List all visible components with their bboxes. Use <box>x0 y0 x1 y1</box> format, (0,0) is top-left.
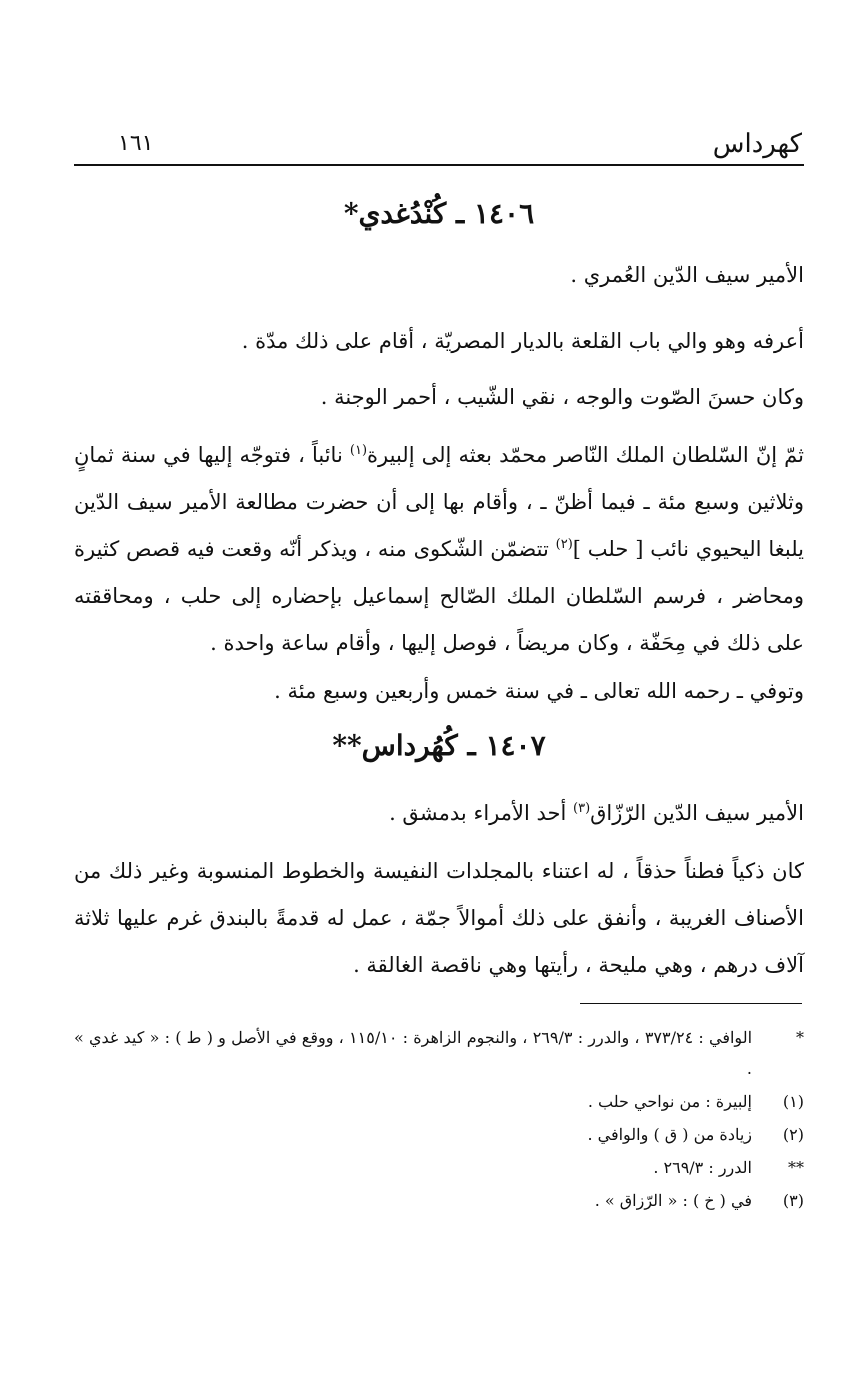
footnote-mark: (٢) <box>782 1125 804 1144</box>
entry-1407-intro <box>74 790 804 837</box>
entry-1407-intro-part-2: أحد الأمراء بدمشق . <box>389 801 573 825</box>
footnote-item <box>74 1086 804 1117</box>
footnote-mark: * <box>796 1028 804 1047</box>
footnote-item <box>74 1022 804 1084</box>
entry-heading-1406: ١٤٠٦ ـ كُنْدُغدي* <box>343 197 535 230</box>
entry-1406-paragraph-3: وكان حسنَ الصّوت والوجه ، نقي الشّيب ، أحمر الوجنة . <box>320 385 804 409</box>
footnote-text: زيادة من ( ق ) والوافي . <box>587 1125 752 1144</box>
page-number: ١٦١ <box>118 131 154 156</box>
footnote-mark: ** <box>788 1158 804 1177</box>
footnote-mark: (٣) <box>782 1191 804 1210</box>
entry-heading-1407: ١٤٠٧ ـ كُهُرداس** <box>332 729 546 762</box>
entry-1406-paragraph-2: أعرفه وهو والي باب القلعة بالديار المصريّة ، أقام على ذلك مدّة . <box>241 329 804 353</box>
entry-1407-paragraph: كان ذكياً فطناً حذقاً ، له اعتناء بالمجلدات النفيسة والخطوط المنسوبة وغير ذلك من الأصناف الغريبة ، وأنفق على ذلك أموالاً جمّة ، عمل له قدمةً بالبندق غرم عليها ثلاثة آلاف درهم ، وهي مليحة ، رأيتها وهي ناقصة الغالقة . <box>74 859 804 977</box>
running-title: كهرداس <box>712 129 802 159</box>
entry-1406-p4-part-1: ثمّ إنّ السّلطان الملك النّاصر محمّد بعثه إلى إلبيرة <box>367 443 804 467</box>
footnote-ref-1: (١) <box>349 443 368 458</box>
entry-1406-closing: وتوفي ـ رحمه الله تعالى ـ في سنة خمس وأربعين وسبع مئة . <box>274 679 804 703</box>
entry-1406-p4-part-3: تتضمّن الشّكوى منه ، ويذكر أنّه وقعت فيه قصص كثيرة ومحاضر ، فرسم السّلطان الملك الصّالح إسماعيل بإحضاره إلى حلب ، ومحاققته على ذلك في مِحَفّة ، وكان مريضاً ، فوصل إليها ، وأقام ساعة واحدة . <box>74 537 804 655</box>
footnote-mark: (١) <box>782 1092 804 1111</box>
footnote-rule <box>580 1003 802 1004</box>
entry-1406-paragraph-1: الأمير سيف الدّين العُمري . <box>570 263 804 287</box>
footnote-ref-3: (٣) <box>573 801 591 816</box>
footnote-text: في ( خ ) : « الرّزاق » . <box>594 1191 752 1210</box>
footnote-item <box>74 1152 804 1183</box>
footnote-text: الدرر : ٢٦٩/٣ . <box>653 1158 752 1177</box>
footnote-text: إلبيرة : من نواحي حلب . <box>587 1092 752 1111</box>
footnote-item <box>74 1185 804 1216</box>
running-header <box>74 126 802 162</box>
footnote-ref-2: (٢) <box>555 537 573 552</box>
footnotes <box>74 1022 804 1218</box>
header-rule <box>74 164 804 166</box>
entry-1407-intro-part-1: الأمير سيف الدّين الرّزّاق <box>590 801 804 825</box>
entry-1406-paragraph-4 <box>74 432 804 667</box>
footnote-text: الوافي : ٣٧٣/٢٤ ، والدرر : ٢٦٩/٣ ، والنجوم الزاهرة : ١١٥/١٠ ، ووقع في الأصل و ( ط ) : « كيد غدي » . <box>74 1028 753 1078</box>
entry-1406-p4-part-2: نائباً ، فتوجّه إليها في سنة ثمانٍ وثلاثين وسبع مئة ـ فيما أظنّ ـ ، وأقام بها إلى أن حضرت مطالعة الأمير سيف الدّين يلبغا اليحيوي نائب [ حلب ] <box>74 443 804 561</box>
footnote-item <box>74 1119 804 1150</box>
